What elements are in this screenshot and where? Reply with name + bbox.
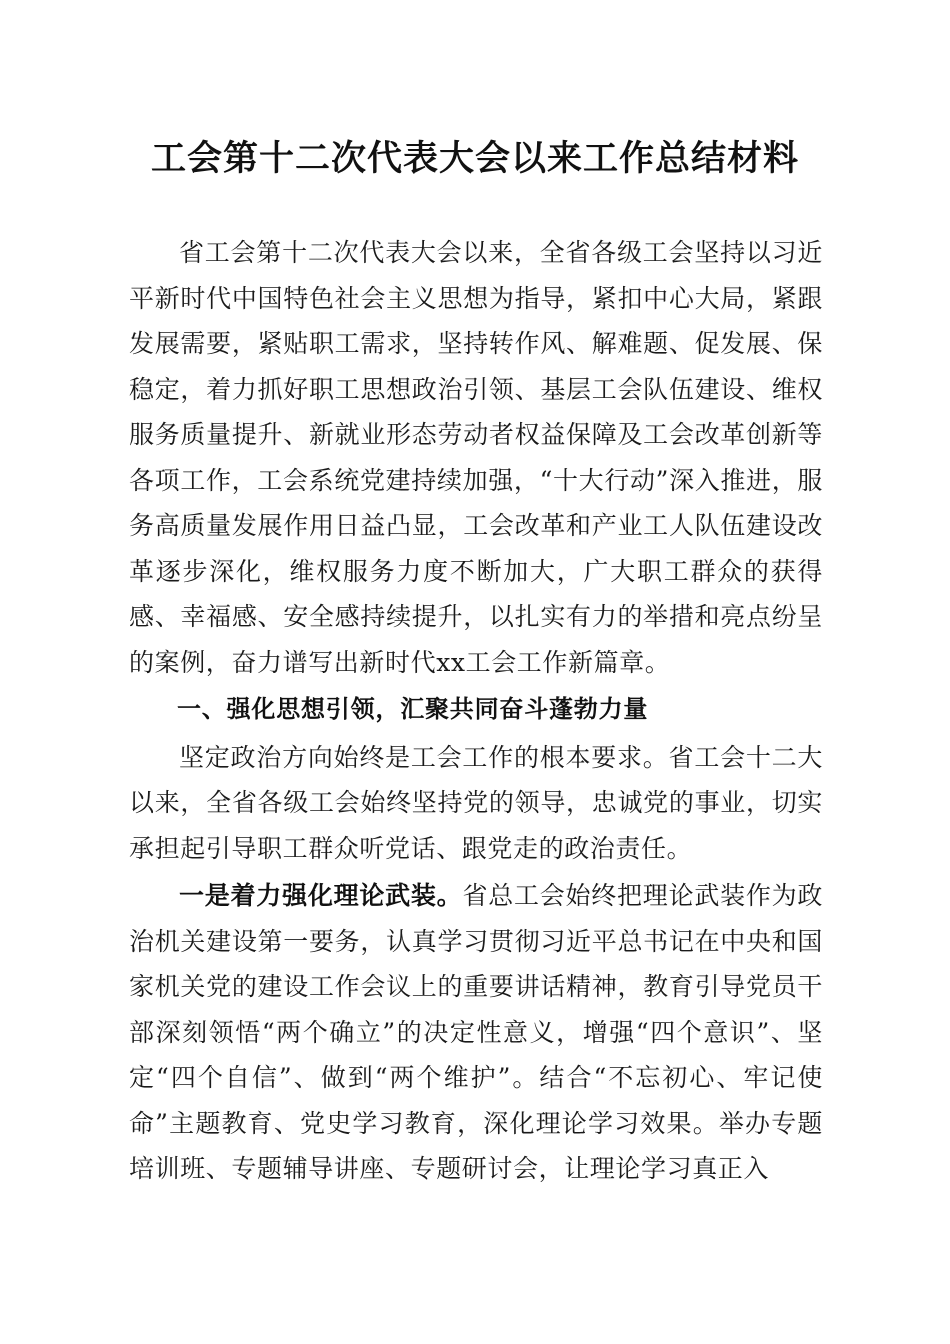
- section-heading: 一、强化思想引领，汇聚共同奋斗蓬勃力量: [177, 695, 649, 723]
- section-paragraph: 坚定政治方向始终是工会工作的根本要求。省工会十二大以来，全省各级工会始终坚持党的领导，忠诚党的事业，切实承担起引导职工群众听党话、跟党走的政治责任。: [129, 742, 823, 863]
- section-paragraph-theory: [129, 873, 823, 1192]
- document-body: [129, 230, 823, 1192]
- paragraph-lead: 一是着力强化理论武装。: [179, 881, 463, 910]
- document-title: 工会第十二次代表大会以来工作总结材料: [150, 138, 799, 179]
- intro-paragraph: 省工会第十二次代表大会以来，全省各级工会坚持以习近平新时代中国特色社会主义思想为指导，紧扣中心大局，紧跟发展需要，紧贴职工需求，坚持转作风、解难题、促发展、保稳定，着力抓好职工思想政治引领、基层工会队伍建设、维权服务质量提升、新就业形态劳动者权益保障及工会改革创新等各项工作，工会系统党建持续加强，“十大行动”深入推进，服务高质量发展作用日益凸显，工会改革和产业工人队伍建设改革逐步深化，维权服务力度不断加大，广大职工群众的获得感、幸福感、安全感持续提升，以扎实有力的举措和亮点纷呈的案例，奋力谱写出新时代xx工会工作新篇章。: [129, 238, 823, 677]
- paragraph-body: 省总工会始终把理论武装作为政治机关建设第一要务，认真学习贯彻习近平总书记在中央和国家机关党的建设工作会议上的重要讲话精神，教育引导党员干部深刻领悟“两个确立”的决定性意义，增强“四个意识”、坚定“四个自信”、做到“两个维护”。结合“不忘初心、牢记使命”主题教育、党史学习教育，深化理论学习效果。举办专题培训班、专题辅导讲座、专题研讨会，让理论学习真正入: [129, 881, 823, 1183]
